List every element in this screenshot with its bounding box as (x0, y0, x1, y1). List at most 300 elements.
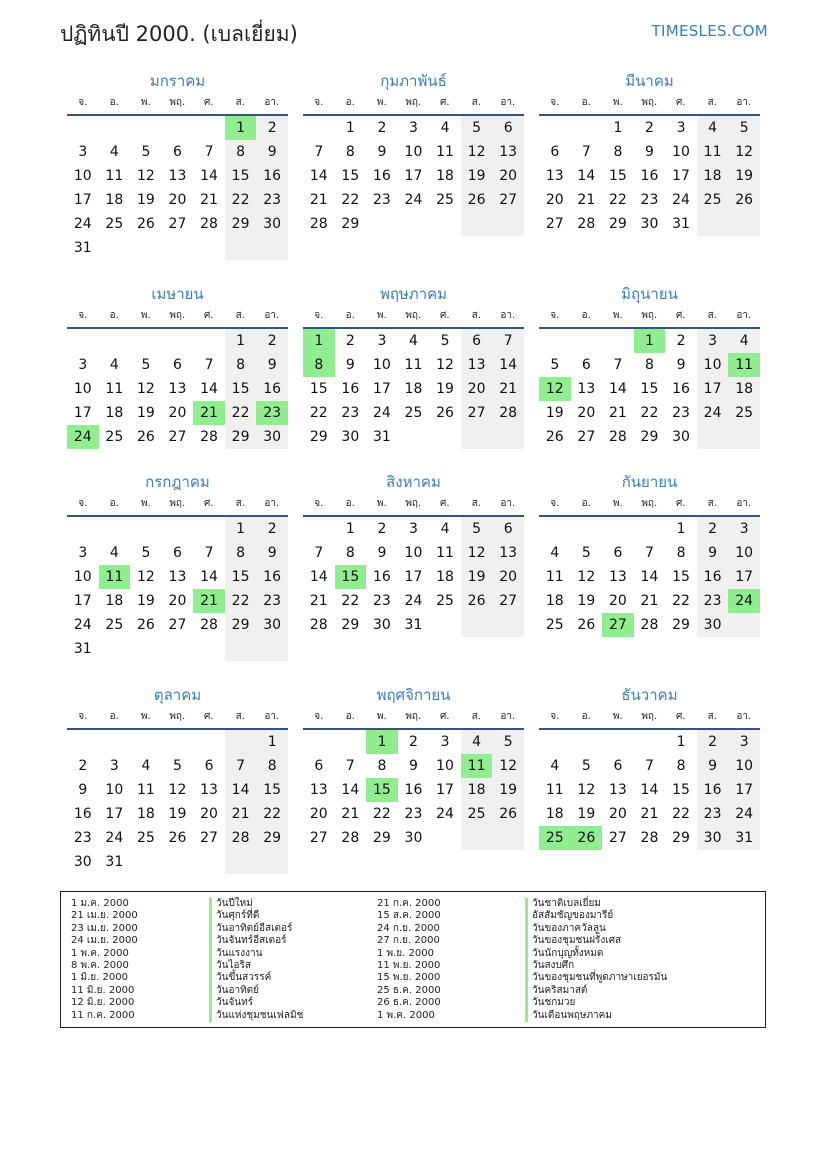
month-name: สิงหาคม (386, 473, 441, 491)
empty-cell (602, 730, 634, 754)
day-cell: 6 (461, 329, 493, 353)
empty-cell (697, 425, 729, 449)
day-cell: 11 (697, 140, 729, 164)
day-cell: 7 (581, 144, 591, 160)
weekday-label: จ. (78, 498, 88, 509)
day-cell: 13 (168, 168, 187, 184)
day-cell: 3 (109, 758, 119, 774)
day-cell: 22 (341, 593, 360, 609)
month-name: กุมภาพันธ์ (380, 72, 447, 90)
day-cell: 18 (545, 593, 564, 609)
empty-cell (225, 637, 257, 661)
day-cell: 11 (404, 357, 423, 373)
day-cell: 17 (697, 377, 729, 401)
day-cell: 31 (372, 429, 391, 445)
weekday-label: พ. (612, 97, 623, 108)
day-cell: 28 (640, 617, 659, 633)
empty-cell (130, 329, 162, 353)
empty-cell (398, 425, 430, 449)
legend-date: 1 ม.ค. 2000 (71, 898, 129, 909)
weekday-header (303, 493, 524, 517)
day-cell: 21 (225, 802, 257, 826)
day-cell: 17 (404, 569, 423, 585)
day-cell: 6 (173, 545, 182, 561)
day-cell: 25 (136, 830, 155, 846)
day-cell: 9 (697, 541, 729, 565)
day-cell: 9 (256, 353, 288, 377)
empty-cell (571, 517, 603, 541)
day-cell: 20 (608, 593, 627, 609)
holiday-day: 8 (303, 353, 335, 377)
day-cell: 11 (436, 144, 454, 160)
day-cell: 15 (225, 377, 257, 401)
day-grid (539, 329, 760, 449)
weekday-label: พ. (140, 711, 151, 722)
holiday-day: 11 (99, 565, 131, 589)
legend-date: 11 มิ.ย. 2000 (71, 984, 135, 996)
empty-cell (162, 116, 194, 140)
day-cell: 24 (372, 405, 391, 421)
day-cell: 11 (136, 782, 155, 798)
empty-cell (193, 236, 225, 260)
day-cell: 12 (136, 168, 155, 184)
empty-cell (429, 212, 461, 236)
day-cell: 4 (141, 758, 151, 774)
day-cell: 25 (105, 429, 124, 445)
day-cell: 23 (404, 806, 423, 822)
day-cell: 12 (168, 782, 187, 798)
weekday-header (539, 305, 760, 329)
empty-cell (162, 850, 194, 874)
day-cell: 30 (372, 617, 391, 633)
weekday-label: อา. (264, 498, 280, 509)
empty-cell (697, 212, 729, 236)
weekday-label: ส. (707, 97, 717, 108)
weekday-label: ศ. (439, 498, 450, 509)
holiday-day: 15 (335, 565, 367, 589)
day-cell: 26 (461, 589, 493, 613)
day-cell: 11 (105, 168, 124, 184)
weekday-label: พฤ. (405, 310, 422, 321)
day-cell: 8 (256, 754, 288, 778)
weekday-label: อา. (736, 97, 752, 108)
month-calendar (303, 283, 524, 449)
day-cell: 18 (436, 168, 454, 184)
day-cell: 19 (492, 778, 524, 802)
empty-cell (492, 425, 524, 449)
legend-holiday-name: วันไอริส (216, 960, 251, 972)
empty-cell (193, 517, 225, 541)
empty-cell (539, 329, 571, 353)
legend-date: 24 ก.ย. 2000 (377, 922, 440, 934)
day-grid (303, 517, 524, 637)
day-cell: 22 (672, 806, 690, 822)
day-cell: 29 (256, 826, 288, 850)
holiday-day: 21 (193, 589, 225, 613)
month-calendar (67, 283, 288, 449)
legend-date: 21 ก.ค. 2000 (377, 898, 441, 909)
day-cell: 5 (173, 758, 182, 774)
day-cell: 7 (204, 144, 214, 160)
day-cell: 23 (640, 192, 659, 208)
day-cell: 23 (73, 830, 92, 846)
day-cell: 14 (492, 353, 524, 377)
day-cell: 29 (640, 429, 659, 445)
holiday-day: 1 (225, 116, 257, 140)
day-cell: 5 (141, 545, 151, 561)
day-cell: 2 (78, 758, 88, 774)
day-cell: 25 (436, 192, 454, 208)
weekday-header (303, 92, 524, 116)
legend-date: 1 พ.ย. 2000 (377, 947, 434, 959)
day-cell: 1 (225, 329, 257, 353)
day-cell: 24 (73, 617, 92, 633)
day-cell: 6 (492, 517, 524, 541)
month-calendar (303, 684, 524, 850)
day-cell: 31 (73, 240, 92, 256)
holiday-day: 11 (728, 353, 760, 377)
day-cell: 6 (581, 357, 591, 373)
weekday-label: พ. (140, 310, 151, 321)
day-cell: 13 (309, 782, 328, 798)
weekday-label: ส. (471, 310, 481, 321)
weekday-label: พ. (140, 498, 151, 509)
holiday-day: 21 (193, 401, 225, 425)
day-cell: 4 (550, 545, 560, 561)
empty-cell (303, 517, 335, 541)
day-cell: 6 (613, 758, 623, 774)
weekday-label: พ. (612, 711, 623, 722)
day-cell: 28 (341, 830, 360, 846)
day-cell: 14 (225, 778, 257, 802)
day-cell: 18 (105, 405, 124, 421)
day-cell: 11 (545, 782, 564, 798)
empty-cell (99, 329, 131, 353)
day-cell: 25 (461, 802, 493, 826)
empty-cell (225, 850, 257, 874)
empty-cell (461, 212, 493, 236)
day-cell: 7 (645, 545, 654, 561)
weekday-label: พฤ. (405, 711, 422, 722)
day-cell: 25 (105, 216, 124, 232)
empty-cell (539, 116, 571, 140)
month-name: ตุลาคม (153, 686, 202, 704)
empty-cell (256, 637, 288, 661)
day-cell: 14 (309, 168, 328, 184)
empty-cell (429, 425, 461, 449)
day-cell: 15 (672, 569, 690, 585)
day-cell: 2 (256, 517, 288, 541)
day-cell: 11 (545, 569, 564, 585)
month-name: มีนาคม (625, 72, 674, 90)
day-cell: 20 (200, 806, 218, 822)
day-cell: 10 (73, 569, 92, 585)
day-cell: 19 (136, 593, 155, 609)
day-cell: 29 (225, 613, 257, 637)
empty-cell (130, 637, 162, 661)
weekday-label: อ. (581, 310, 591, 321)
day-cell: 16 (697, 778, 729, 802)
empty-cell (130, 730, 162, 754)
legend-date: 24 เม.ย. 2000 (71, 935, 138, 947)
empty-cell (366, 212, 398, 236)
day-cell: 10 (672, 144, 690, 160)
day-grid (67, 329, 288, 449)
legend-dates-right (377, 898, 441, 1022)
empty-cell (634, 730, 666, 754)
weekday-label: อ. (581, 97, 591, 108)
day-cell: 6 (173, 357, 182, 373)
brand-link[interactable]: TIMESLES.COM (651, 22, 768, 40)
month-name: ธันวาคม (621, 686, 678, 704)
day-cell: 24 (404, 192, 423, 208)
day-cell: 16 (372, 168, 391, 184)
empty-cell (429, 826, 461, 850)
day-cell: 19 (436, 381, 454, 397)
day-cell: 12 (577, 569, 596, 585)
day-cell: 13 (200, 782, 218, 798)
legend-holiday-name: วันเดือนพฤษภาคม (532, 1009, 612, 1021)
month-calendar (67, 471, 288, 661)
day-cell: 13 (461, 353, 493, 377)
day-cell: 22 (341, 192, 360, 208)
day-cell: 23 (672, 405, 690, 421)
day-cell: 5 (440, 333, 450, 349)
day-cell: 5 (141, 357, 151, 373)
weekday-label: จ. (78, 97, 88, 108)
day-cell: 27 (492, 188, 524, 212)
day-cell: 3 (676, 120, 686, 136)
empty-cell (571, 329, 603, 353)
day-cell: 17 (672, 168, 690, 184)
day-cell: 3 (409, 521, 418, 537)
day-cell: 2 (697, 730, 729, 754)
empty-cell (728, 212, 760, 236)
day-cell: 13 (608, 569, 627, 585)
day-cell: 23 (697, 802, 729, 826)
weekday-label: พฤ. (641, 97, 658, 108)
day-cell: 29 (372, 830, 391, 846)
weekday-label: พ. (376, 711, 387, 722)
empty-cell (162, 730, 194, 754)
day-cell: 12 (492, 754, 524, 778)
month-name: พฤศจิกายน (376, 686, 451, 704)
day-cell: 27 (492, 589, 524, 613)
day-cell: 26 (436, 405, 454, 421)
weekday-label: จ. (314, 97, 324, 108)
day-cell: 17 (404, 168, 423, 184)
day-cell: 27 (200, 830, 218, 846)
empty-cell (130, 517, 162, 541)
day-cell: 20 (608, 806, 627, 822)
weekday-label: ส. (471, 498, 481, 509)
day-cell: 15 (309, 381, 328, 397)
day-cell: 6 (314, 758, 324, 774)
day-cell: 3 (697, 329, 729, 353)
weekday-label: อ. (581, 498, 591, 509)
day-cell: 17 (105, 806, 124, 822)
day-cell: 29 (341, 617, 360, 633)
empty-cell (634, 517, 666, 541)
day-cell: 12 (461, 140, 493, 164)
day-cell: 2 (377, 120, 387, 136)
weekday-header (539, 493, 760, 517)
day-cell: 7 (225, 754, 257, 778)
day-cell: 28 (492, 401, 524, 425)
empty-cell (162, 329, 194, 353)
weekday-label: พฤ. (169, 97, 186, 108)
day-cell: 16 (256, 377, 288, 401)
day-cell: 5 (461, 517, 493, 541)
day-cell: 23 (256, 589, 288, 613)
day-cell: 31 (672, 216, 690, 232)
day-cell: 17 (728, 778, 760, 802)
day-cell: 19 (577, 806, 596, 822)
day-cell: 19 (461, 164, 493, 188)
day-cell: 6 (492, 116, 524, 140)
day-cell: 15 (225, 164, 257, 188)
weekday-label: อ. (345, 711, 355, 722)
weekday-label: ศ. (675, 310, 686, 321)
day-cell: 31 (105, 854, 124, 870)
day-cell: 19 (461, 565, 493, 589)
weekday-label: อา. (500, 498, 516, 509)
day-cell: 14 (608, 381, 627, 397)
day-cell: 7 (492, 329, 524, 353)
empty-cell (130, 850, 162, 874)
day-cell: 22 (608, 192, 627, 208)
day-cell: 9 (377, 545, 387, 561)
holiday-day: 1 (303, 329, 335, 353)
day-cell: 1 (613, 120, 623, 136)
day-cell: 24 (105, 830, 124, 846)
day-cell: 22 (225, 188, 257, 212)
day-cell: 22 (225, 401, 257, 425)
month-name: กันยายน (621, 473, 678, 491)
month-name: มกราคม (149, 72, 206, 90)
day-cell: 4 (109, 144, 119, 160)
day-cell: 25 (436, 593, 454, 609)
legend-holiday-name: วันของชุมชนฝรั่งเศส (532, 935, 622, 947)
legend-holiday-name: อัสสัมชัญของมารีย์ (532, 910, 614, 922)
day-cell: 4 (109, 357, 119, 373)
day-cell: 27 (168, 617, 187, 633)
legend-holiday-name: วันแห่งชุมชนเฟลมิช (216, 1009, 304, 1021)
weekday-label: จ. (314, 310, 324, 321)
day-cell: 14 (200, 569, 218, 585)
day-cell: 26 (577, 617, 596, 633)
weekday-label: ศ. (203, 711, 214, 722)
day-cell: 10 (73, 168, 92, 184)
day-cell: 12 (136, 381, 155, 397)
day-cell: 30 (73, 854, 92, 870)
holiday-day: 1 (634, 329, 666, 353)
day-cell: 9 (78, 782, 88, 798)
weekday-header (67, 706, 288, 730)
legend-holiday-name: วันของชุมชนที่พูดภาษาเยอรมัน (532, 972, 668, 984)
day-cell: 25 (697, 188, 729, 212)
day-cell: 14 (640, 782, 659, 798)
day-cell: 28 (200, 216, 218, 232)
weekday-label: อ. (109, 97, 119, 108)
holiday-day: 24 (728, 589, 760, 613)
day-cell: 23 (372, 593, 391, 609)
day-cell: 16 (672, 381, 690, 397)
day-cell: 3 (78, 144, 88, 160)
day-cell: 21 (492, 377, 524, 401)
day-cell: 5 (550, 357, 560, 373)
weekday-label: พ. (612, 498, 623, 509)
day-cell: 16 (404, 782, 423, 798)
day-cell: 28 (608, 429, 627, 445)
day-cell: 7 (204, 357, 214, 373)
empty-cell (461, 826, 493, 850)
legend-date: 15 ส.ค. 2000 (377, 910, 441, 922)
empty-cell (461, 425, 493, 449)
empty-cell (571, 730, 603, 754)
day-cell: 30 (640, 216, 659, 232)
day-cell: 20 (577, 405, 596, 421)
holiday-day: 23 (256, 401, 288, 425)
day-cell: 1 (676, 734, 686, 750)
day-cell: 15 (225, 565, 257, 589)
day-cell: 29 (225, 425, 257, 449)
day-cell: 16 (73, 806, 92, 822)
day-cell: 17 (372, 381, 391, 397)
day-cell: 13 (545, 168, 564, 184)
day-cell: 13 (577, 381, 596, 397)
day-cell: 20 (461, 377, 493, 401)
day-grid (67, 517, 288, 661)
day-cell: 21 (640, 593, 659, 609)
empty-cell (130, 116, 162, 140)
empty-cell (461, 613, 493, 637)
day-cell: 16 (341, 381, 360, 397)
empty-cell (193, 850, 225, 874)
legend-holiday-name: วันปีใหม่ (216, 898, 253, 909)
day-cell: 16 (697, 565, 729, 589)
weekday-label: ส. (707, 711, 717, 722)
day-cell: 10 (372, 357, 391, 373)
day-cell: 9 (697, 754, 729, 778)
day-cell: 4 (728, 329, 760, 353)
day-cell: 27 (461, 401, 493, 425)
month-calendar (67, 684, 288, 874)
empty-cell (99, 116, 131, 140)
day-cell: 20 (545, 192, 564, 208)
legend-holiday-name: วันอาทิตย์อีสเตอร์ (216, 922, 293, 934)
weekday-label: ศ. (675, 97, 686, 108)
legend-holiday-name: วันขึ้นสวรรค์ (216, 972, 272, 984)
day-cell: 28 (577, 216, 596, 232)
day-cell: 12 (728, 140, 760, 164)
day-cell: 12 (577, 782, 596, 798)
day-cell: 26 (168, 830, 187, 846)
day-cell: 20 (168, 192, 187, 208)
day-cell: 24 (728, 802, 760, 826)
day-cell: 5 (581, 758, 591, 774)
empty-cell (193, 730, 225, 754)
day-cell: 2 (256, 329, 288, 353)
day-grid (539, 517, 760, 637)
weekday-label: อ. (109, 310, 119, 321)
day-cell: 22 (225, 589, 257, 613)
day-cell: 14 (577, 168, 596, 184)
day-cell: 16 (256, 164, 288, 188)
day-cell: 12 (436, 357, 454, 373)
weekday-label: อา. (264, 310, 280, 321)
day-cell: 30 (341, 429, 360, 445)
